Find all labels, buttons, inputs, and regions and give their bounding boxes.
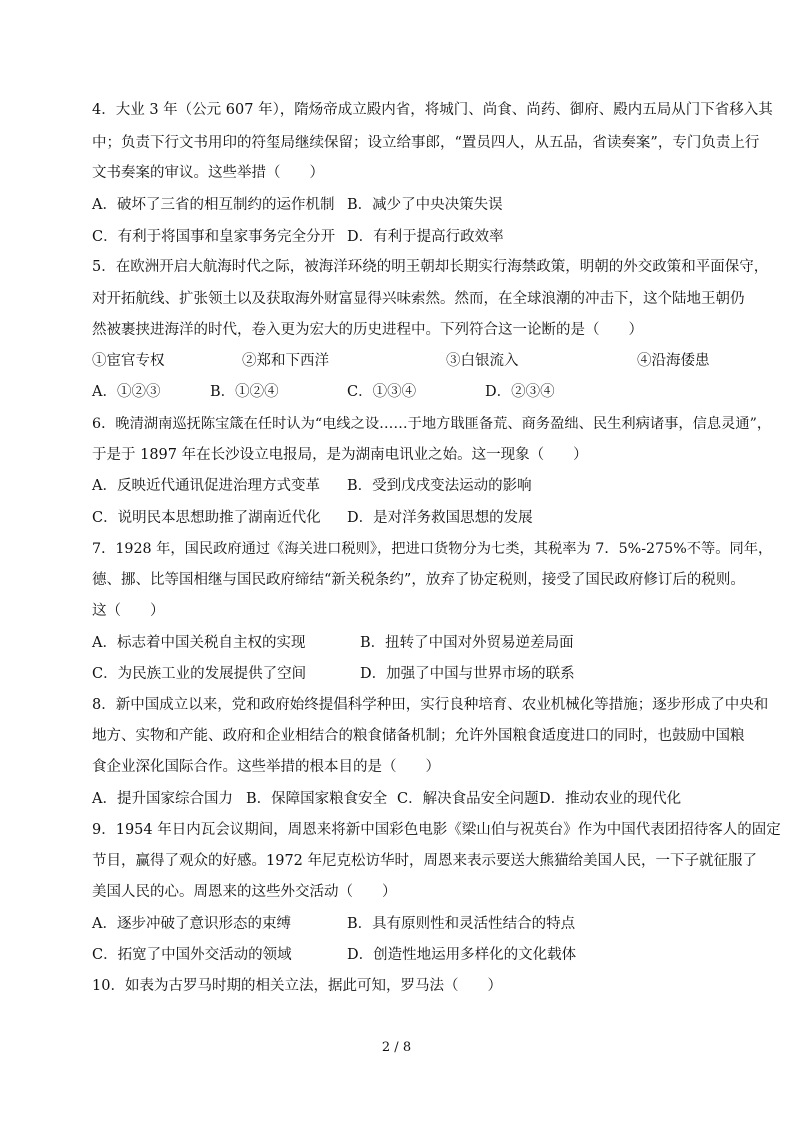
option-c: C．拓宽了中国外交活动的领域 — [92, 947, 292, 963]
page-number: 2 / 8 — [381, 1040, 412, 1055]
option-d: D．推动农业的现代化 — [539, 791, 682, 807]
option-d: D．有利于提高行政效率 — [347, 229, 504, 245]
statement-3: ③白银流入 — [446, 353, 519, 369]
question-8-stem-line-3: 食企业深化国际合作。这些举措的根本目的是（ ） — [92, 759, 440, 775]
question-7-stem-line-1: 7．1928 年，国民政府通过《海关进口税则》，把进口货物分为七类，其税率为 7．5%-275%不等。同年， — [92, 541, 773, 557]
question-9-stem-line-1: 9．1954 年日内瓦会议期间，周恩来将新中国彩色电影《梁山伯与祝英台》作为中国代表团招待客人的固定 — [92, 822, 781, 838]
question-9-stem-line-2: 节目，赢得了观众的好感。1972 年尼克松访华时，周恩来表示要送大熊猫给美国人民，一下子就征服了 — [92, 853, 758, 869]
option-b: B．受到戊戌变法运动的影响 — [347, 478, 532, 494]
question-7-stem-line-3: 这（ ） — [92, 603, 165, 619]
option-c: C．①③④ — [347, 384, 417, 400]
option-a: A．逐步冲破了意识形态的束缚 — [92, 916, 291, 932]
option-d: D．②③④ — [485, 384, 555, 400]
option-b: B．减少了中央决策失误 — [347, 197, 503, 213]
question-7-stem-line-2: 德、挪、比等国相继与国民政府缔结“新关税条约”，放弃了协定税则，接受了国民政府修订后的税则。 — [92, 572, 745, 588]
statement-2: ②郑和下西洋 — [242, 353, 329, 369]
option-d: D．加强了中国与世界市场的联系 — [360, 666, 575, 682]
question-4-stem-line-1: 4．大业 3 年（公元 607 年），隋炀帝成立殿内省，将城门、尚食、尚药、御府、殿内五局从门下省移入其 — [92, 102, 773, 118]
option-a: A．反映近代通讯促进治理方式变革 — [92, 478, 320, 494]
question-5-stem-line-1: 5．在欧洲开启大航海时代之际，被海洋环绕的明王朝却长期实行海禁政策，明朝的外交政策和平面保守， — [92, 259, 769, 275]
question-5-stem-line-3: 然被裹挟进海洋的时代，卷入更为宏大的历史进程中。下列符合这一论断的是（ ） — [92, 322, 643, 338]
question-8-stem-line-1: 8．新中国成立以来，党和政府始终提倡科学种田，实行良种培育、农业机械化等措施；逐步形成了中央和 — [92, 697, 769, 713]
option-d: D．创造性地运用多样化的文化载体 — [347, 947, 577, 963]
option-c: C．说明民本思想助推了湖南近代化 — [92, 510, 321, 526]
statement-1: ①宦官专权 — [92, 353, 165, 369]
option-a: A．破坏了三省的相互制约的运作机制 — [92, 197, 335, 213]
option-b: B．扭转了中国对外贸易逆差局面 — [360, 635, 574, 651]
statement-4: ④沿海倭患 — [637, 353, 710, 369]
question-10-stem-line-1: 10．如表为古罗马时期的相关立法，据此可知，罗马法（ ） — [92, 978, 502, 994]
option-b: B．①②④ — [210, 384, 279, 400]
option-b: B．保障国家粮食安全 — [246, 791, 388, 807]
question-6-stem-line-2: 于是于 1897 年在长沙设立电报局，是为湖南电讯业之始。这一现象（ ） — [92, 447, 588, 463]
question-9-stem-line-3: 美国人民的心。周恩来的这些外交活动（ ） — [92, 884, 397, 900]
question-4-stem-line-2: 中；负责下行文书用印的符玺局继续保留；设立给事郎，“置员四人，从五品，省读奏案”，专门负责上行 — [92, 135, 760, 151]
question-5-stem-line-2: 对开拓航线、扩张领土以及获取海外财富显得兴味索然。然而，在全球浪潮的冲击下，这个陆地王朝仍 — [92, 291, 745, 307]
option-a: A．标志着中国关税自主权的实现 — [92, 635, 306, 651]
option-a: A．提升国家综合国力 — [92, 791, 233, 807]
question-4-stem-line-3: 文书奏案的审议。这些举措（ ） — [92, 165, 324, 181]
option-c: C．有利于将国事和皇家事务完全分开 — [92, 229, 336, 245]
option-c: C．解决食品安全问题 — [397, 791, 539, 807]
option-c: C．为民族工业的发展提供了空间 — [92, 666, 307, 682]
question-8-stem-line-2: 地方、实物和产能、政府和企业相结合的粮食储备机制；允许外国粮食适度进口的同时，也鼓励中国粮 — [92, 728, 745, 744]
question-6-stem-line-1: 6．晚清湖南巡抚陈宝箴在任时认为“电线之设……于地方戢匪备荒、商务盈绌、民生利病诸事，信息灵通”， — [92, 416, 772, 432]
option-a: A．①②③ — [92, 384, 161, 400]
option-d: D．是对洋务救国思想的发展 — [347, 510, 533, 526]
option-b: B．具有原则性和灵活性结合的特点 — [347, 916, 576, 932]
